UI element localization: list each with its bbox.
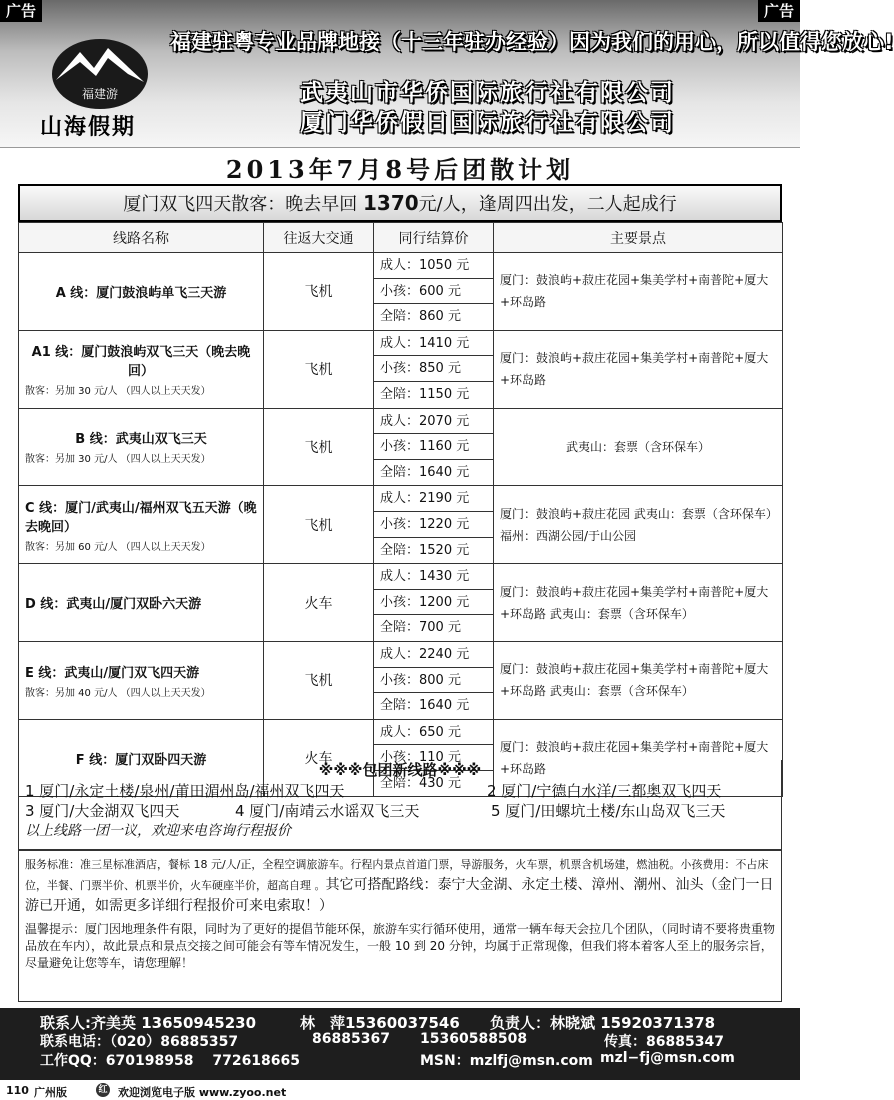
route-cell — [19, 486, 264, 564]
spots-cell: 厦门：鼓浪屿+菽庄花园+集美学村+南普陀+厦大+环岛路 — [494, 253, 783, 331]
group-line: 4 厦门/南靖云水谣双飞三天 — [235, 802, 420, 820]
spots-cell: 厦门：鼓浪屿+菽庄花园+集美学村+南普陀+厦大+环岛路 — [494, 719, 783, 797]
mountain-logo-icon — [50, 36, 150, 110]
price-escort: 全陪：700 元 — [380, 620, 461, 636]
route-note: 散客：另加 30 元/人 （四人以上天天发） — [25, 386, 211, 398]
spots-cell: 厦门：鼓浪屿+菽庄花园+集美学村+南普陀+厦大+环岛路 — [494, 330, 783, 408]
route-note: 散客：另加 30 元/人 （四人以上天天发） — [25, 454, 211, 466]
logo-arc-text: 福建游 — [81, 87, 119, 101]
group-line: 1 厦门/永定土楼/泉州/莆田湄州岛/福州双飞四天 — [25, 782, 345, 800]
phone-2: 86885367 — [312, 1031, 390, 1047]
price-child: 小孩：1220 元 — [374, 512, 493, 538]
group-line: 2 厦门/宁德白水洋/三都奥双飞四天 — [487, 782, 722, 800]
route-name: B 线：武夷山双飞三天 — [75, 432, 207, 448]
route-name: D 线：武夷山/厦门双卧六天游 — [25, 597, 202, 613]
table-row — [19, 641, 783, 719]
plan-title: 2013年7月8号后团散计划 — [225, 155, 575, 184]
promo-banner — [18, 184, 782, 222]
banner-price: 1370 — [362, 191, 419, 215]
phone-3: 15360588508 — [420, 1031, 528, 1047]
phone-1: 联系电话：（020）86885357 — [40, 1034, 239, 1050]
ad-label-left: 广告 — [0, 0, 42, 22]
table-row — [19, 486, 783, 564]
banner-suffix: 元/人，逢周四出发，二人起成行 — [418, 194, 677, 215]
route-cell — [19, 408, 264, 486]
transport-cell: 飞机 — [264, 486, 374, 564]
spots-cell: 厦门：鼓浪屿+菽庄花园+集美学村+南普陀+厦大+环岛路 武夷山：套票（含环保车） — [494, 641, 783, 719]
contact-2: 林 萍15360037546 — [300, 1014, 460, 1032]
header — [0, 0, 894, 148]
price-child: 小孩：1200 元 — [374, 590, 493, 616]
group-line: 5 厦门/田螺坑土楼/东山岛双飞三天 — [491, 802, 726, 820]
page-number: 110 — [6, 1084, 29, 1097]
group-title: ※※※包团新线路※※※ — [318, 761, 482, 779]
contact-1: 联系人:齐美英 13650945230 — [40, 1014, 257, 1032]
price-child: 小孩：110 元 — [374, 745, 493, 771]
price-cell — [374, 408, 494, 486]
brand-name: 山海假期 — [40, 114, 137, 140]
ad-label-right: 广告 — [758, 0, 800, 22]
group-note: 以上线路一团一议，欢迎来电咨询行程报价 — [25, 823, 291, 839]
price-escort: 全陪：1520 元 — [380, 542, 470, 558]
qq: 工作QQ：670198958 772618665 — [40, 1053, 301, 1069]
price-child: 小孩：1160 元 — [374, 434, 493, 460]
price-cell — [374, 641, 494, 719]
price-cell — [374, 486, 494, 564]
price-escort: 全陪：430 元 — [380, 775, 461, 791]
price-adult: 成人：1050 元 — [374, 253, 493, 279]
group-row-2 — [19, 800, 781, 820]
group-row-1 — [19, 780, 781, 800]
price-child: 小孩：800 元 — [374, 668, 493, 694]
transport-cell: 火车 — [264, 564, 374, 642]
route-note: 散客：另加 60 元/人 （四人以上天天发） — [25, 541, 211, 553]
route-name: F 线：厦门双卧四天游 — [75, 752, 207, 768]
service-extra: 其它可搭配路线：泰宁大金湖、永定土楼、漳州、潮州、汕头（金门一日游已开通，如需更多详细行程报价可来电索取！） — [25, 877, 774, 914]
transport-cell: 飞机 — [264, 641, 374, 719]
price-adult: 成人：2070 元 — [374, 409, 493, 435]
table-row — [19, 564, 783, 642]
table-header — [19, 223, 783, 253]
spots-cell: 武夷山：套票（含环保车） — [494, 408, 783, 486]
company-name-1: 武夷山市华侨国际旅行社有限公司 — [300, 80, 675, 106]
service-standard: 服务标准：准三星标准酒店，餐标 18 元/人/正，全程空调旅游车。行程内景点首道门票，导游服务，火车票，机票含机场建，燃油税。小孩费用：不占床位，半餐、门票半价、机票半价，火车硬座半价，超高自理 。 — [25, 858, 769, 892]
price-adult: 成人：1430 元 — [374, 564, 493, 590]
transport-cell: 飞机 — [264, 330, 374, 408]
col-transport: 往返大交通 — [264, 223, 374, 253]
route-cell — [19, 641, 264, 719]
route-cell — [19, 330, 264, 408]
edition: 广州版 — [34, 1086, 67, 1099]
contact-3: 负责人：林晓斌 15920371378 — [490, 1014, 716, 1032]
price-cell — [374, 253, 494, 331]
col-spots: 主要景点 — [494, 223, 783, 253]
site-slogan: 欢迎浏览电子版 www.zyoo.net — [118, 1086, 287, 1099]
group-tour-section — [18, 760, 782, 850]
route-name: A 线：厦门鼓浪屿单飞三天游 — [55, 285, 227, 301]
price-adult: 成人：2240 元 — [374, 642, 493, 668]
table-row — [19, 408, 783, 486]
contact-footer — [0, 1008, 800, 1080]
transport-cell: 火车 — [264, 719, 374, 797]
route-cell — [19, 253, 264, 331]
route-cell — [19, 564, 264, 642]
col-route-name: 线路名称 — [19, 223, 264, 253]
price-child: 小孩：850 元 — [374, 356, 493, 382]
msn-1: MSN：mzlfj@msn.com — [420, 1053, 593, 1069]
route-table — [18, 222, 782, 797]
service-section — [18, 850, 782, 1002]
transport-cell: 飞机 — [264, 253, 374, 331]
company-name-2: 厦门华侨假日国际旅行社有限公司 — [300, 110, 675, 136]
price-escort: 全陪：1640 元 — [380, 698, 470, 714]
route-name: C 线：厦门/武夷山/福州双飞五天游（晚去晚回） — [25, 500, 257, 535]
col-price: 同行结算价 — [374, 223, 494, 253]
price-adult: 成人：1410 元 — [374, 331, 493, 357]
price-escort: 全陪：860 元 — [380, 309, 461, 325]
table-row — [19, 253, 783, 331]
edition-icon: 红 — [96, 1083, 110, 1097]
table-row — [19, 330, 783, 408]
fax: 传真：86885347 — [604, 1034, 724, 1050]
route-name: E 线：武夷山/厦门双飞四天游 — [25, 665, 200, 681]
banner-prefix: 厦门双飞四天散客：晚去早回 — [123, 194, 363, 215]
page-footer — [0, 1082, 800, 1100]
price-cell — [374, 564, 494, 642]
group-line: 3 厦门/大金湖双飞四天 — [25, 802, 180, 820]
price-child: 小孩：600 元 — [374, 279, 493, 305]
footer-row-online — [0, 1050, 800, 1069]
price-escort: 全陪：1640 元 — [380, 464, 470, 480]
transport-cell: 飞机 — [264, 408, 374, 486]
slogan: 福建驻粤专业品牌地接（十三年驻办经验）因为我们的用心，所以值得您放心! — [170, 30, 894, 54]
price-escort: 全陪：1150 元 — [380, 386, 470, 402]
spots-cell: 厦门：鼓浪屿+菽庄花园 武夷山：套票（含环保车）福州：西湖公园/于山公园 — [494, 486, 783, 564]
route-name: A1 线：厦门鼓浪屿双飞三天（晚去晚回） — [31, 345, 251, 380]
footer-row-phones — [0, 1031, 800, 1050]
footer-row-contacts — [0, 1012, 800, 1031]
msn-2: mzl−fj@msn.com — [600, 1050, 735, 1066]
price-cell — [374, 330, 494, 408]
route-note: 散客：另加 40 元/人 （四人以上天天发） — [25, 687, 211, 699]
warm-tip: 温馨提示：厦门因地理条件有限，同时为了更好的提倡节能环保，旅游车实行循环使用，通常一辆车每天会拉几个团队，（同时请不要将贵重物品放在车内），故此景点和景点交接之间可能会有等车情况发生，一般 10 到 20 分钟，均属于正常现像，但我们将本着客人至上的服务宗旨，尽量避免让您等车，请您理解！ — [25, 922, 776, 970]
spots-cell: 厦门：鼓浪屿+菽庄花园+集美学村+南普陀+厦大+环岛路 武夷山：套票（含环保车） — [494, 564, 783, 642]
price-adult: 成人：650 元 — [374, 720, 493, 746]
price-adult: 成人：2190 元 — [374, 486, 493, 512]
